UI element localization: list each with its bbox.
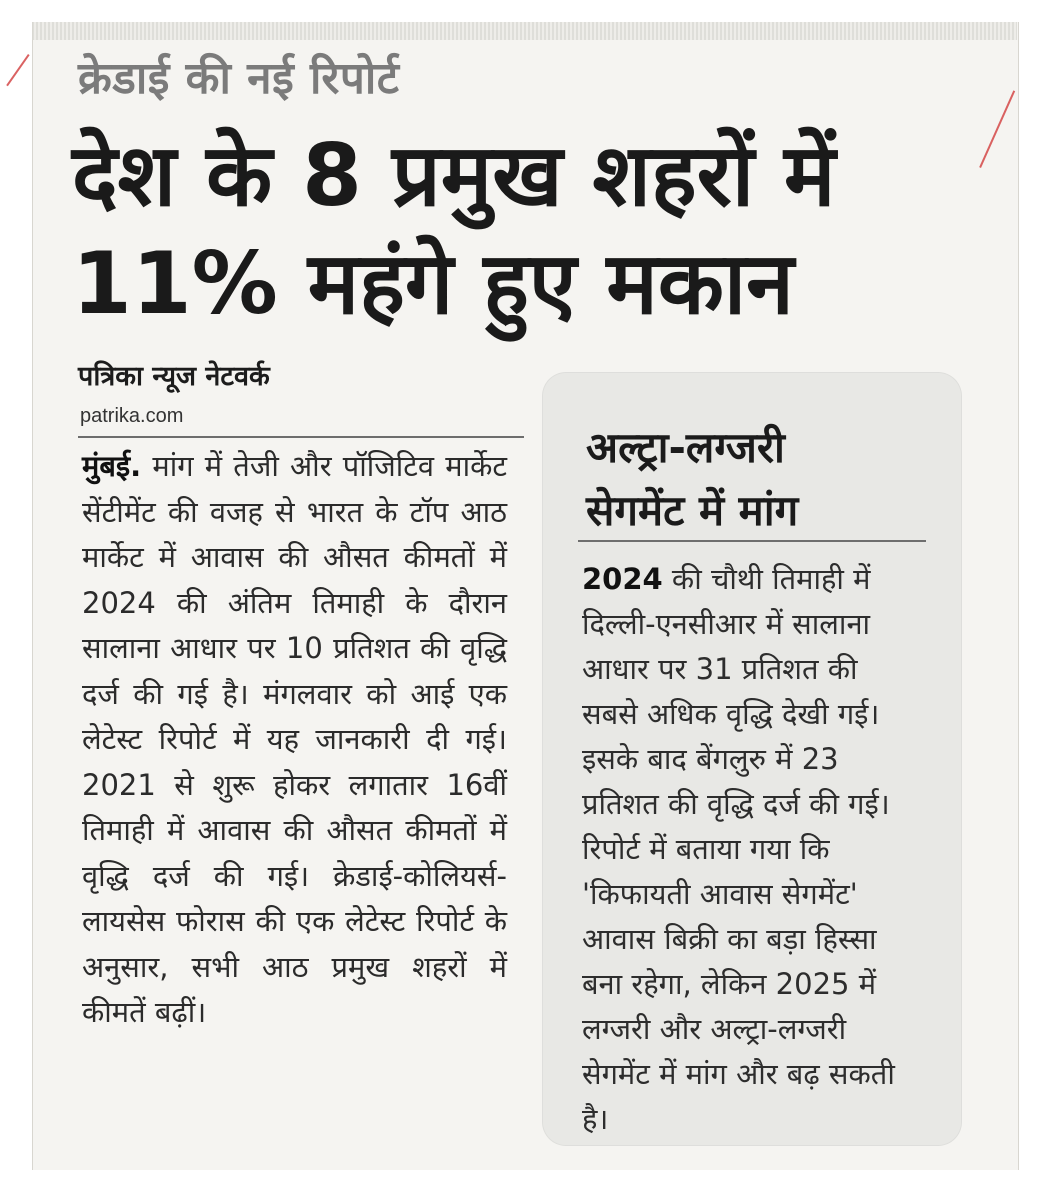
byline-divider [78, 436, 524, 438]
body-copy: मांग में तेजी और पॉजिटिव मार्केट सेंटीमेंट की वजह से भारत के टॉप आठ मार्केट में आवास की औसत कीमतों में 2024 की अंतिम तिमाही के दौरान सालाना आधार पर 10 प्रतिशत की वृद्धि दर्ज की गई है। मंगलवार को आई एक लेटेस्ट रिपोर्ट में यह जानकारी दी गई। 2021 से शुरू होकर लगातार 16वीं तिमाही में आवास की औसत कीमतों में वृद्धि दर्ज की गई। क्रेडाई-कोलियर्स-लायसेस फोरास की एक लेटेस्ट रिपोर्ट के अनुसार, सभी आठ प्रमुख शहरों में कीमतें बढ़ीं। [82, 449, 507, 1029]
headline-line-2: 11% महंगे हुए मकान [72, 234, 794, 334]
sidebar-body [582, 557, 919, 1142]
sidebar-year: 2024 [582, 562, 663, 596]
headline-line-1: देश के 8 प्रमुख शहरों में [72, 126, 836, 226]
article-kicker: क्रेडाई की नई रिपोर्ट [78, 53, 400, 104]
article-website: patrika.com [80, 405, 184, 427]
article-body [82, 444, 507, 1036]
article-byline: पत्रिका न्यूज नेटवर्क [78, 361, 270, 392]
sidebar-title [586, 416, 886, 542]
sidebar-copy: की चौथी तिमाही में दिल्ली-एनसीआर में सालाना आधार पर 31 प्रतिशत की सबसे अधिक वृद्धि देखी गई। इसके बाद बेंगलुरु में 23 प्रतिशत की वृद्धि दर्ज की गई। रिपोर्ट में बताया गया कि 'किफायती आवास सेगमेंट' आवास बिक्री का बड़ा हिस्सा बना रहेगा, लेकिन 2025 में लग्जरी और अल्ट्रा-लग्जरी सेगमेंट में मांग और बढ़ सकती है। [582, 562, 895, 1136]
scan-edge-texture [32, 22, 1017, 40]
sidebar-divider [578, 540, 926, 542]
article-headline [72, 122, 972, 338]
sidebar-title-line-2: सेगमेंट में मांग [586, 486, 799, 535]
dateline: मुंबई. [82, 449, 142, 483]
sidebar-title-line-1: अल्ट्रा-लग्जरी [586, 423, 785, 472]
